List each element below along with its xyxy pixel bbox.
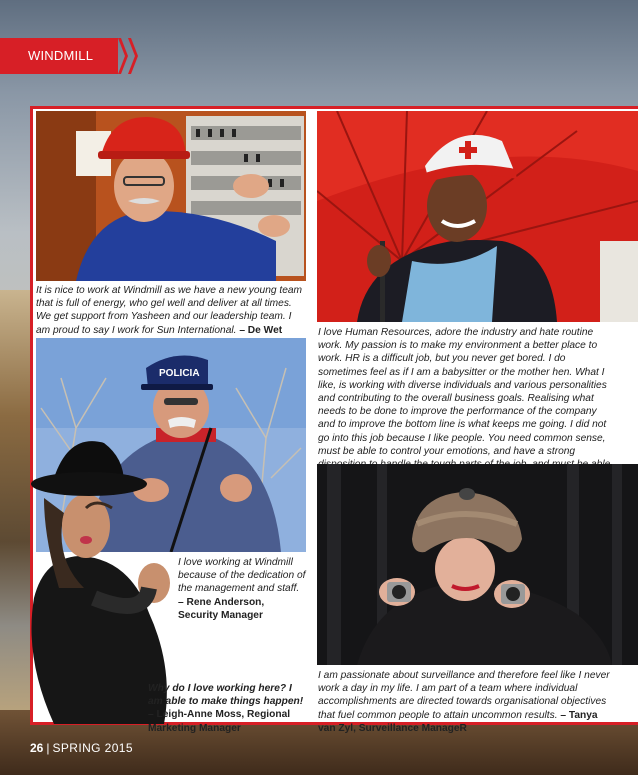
caption-name: – Tanya van Zyl, Surveillance ManageR: [318, 709, 598, 734]
photo-tanya-van-zyl: [317, 464, 638, 665]
caption-tanya-van-zyl: [318, 669, 614, 735]
caption-name: – Leigh-Anne Moss, Regional Marketing Manager: [148, 709, 291, 734]
caption-quote: Why do I love working here? I am able to make things happen!: [148, 683, 304, 708]
photo-ntsoaki-ngcongwane: [317, 111, 638, 322]
caption-name: – Rene Anderson, Security Manager: [178, 596, 265, 621]
page-number: 26: [30, 741, 44, 755]
caption-quote: I am passionate about surveillance and therefore feel like I never work a day in my life. I am part of a team where individual accomplishments are directed towards organisational objectives that fuel common people to attain uncommon results.: [318, 670, 610, 721]
page-footer: [30, 741, 133, 755]
issue-label: SPRING 2015: [52, 741, 133, 755]
photo-de-wet-steyn: [36, 111, 306, 281]
police-cap-label: POLICIA: [159, 368, 200, 379]
section-label: WINDMILL: [28, 48, 94, 63]
caption-quote: I love working at Windmill because of the dedication of the management and staff.: [178, 557, 306, 595]
caption-leigh-anne-moss: [148, 682, 308, 735]
caption-rene-anderson: [178, 556, 306, 622]
caption-quote: I love Human Resources, adore the industry and hate routine work. My passion is to make my environment a better place to work. HR is a difficult job, but you never get bored. I do sometimes feel as if I am a babysitter or the mother hen. What I like, is working with diverse individuals and various personalities and contributing to the overall business goals. Realising what needs to be done to improve the performance of the company and to improve the bottom line is what keeps me going. I did not go into this job because I like people. You need common sense, must be able to control your emotions, and have a strong: [318, 327, 607, 457]
footer-separator: |: [46, 741, 50, 755]
caption-name: – De Wet: [239, 324, 283, 336]
caption-quote: It is nice to work at Windmill as we have a new young team that is full of energy, who gel well and deliver at all times. We get support from Yasheen and our leadership team. I am proud to say I work for Sun International.: [36, 285, 303, 336]
